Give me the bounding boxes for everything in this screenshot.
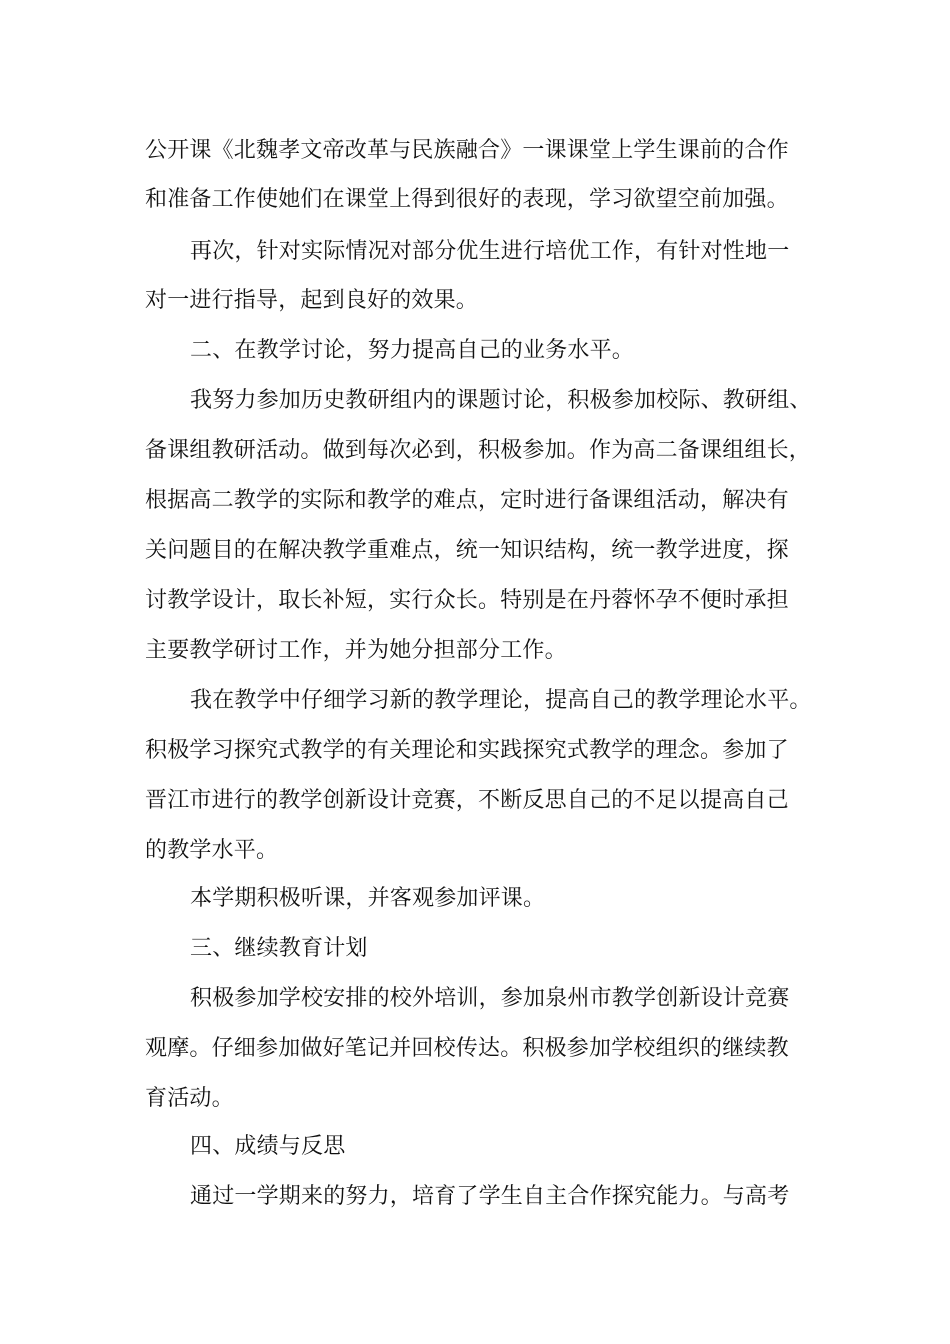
text-line: 主要教学研讨工作，并为她分担部分工作。 xyxy=(145,638,567,663)
section-heading-3: 三、继续教育计划 xyxy=(190,936,368,961)
text-line: 讨教学设计，取长补短，实行众长。特别是在丹蓉怀孕不便时承担 xyxy=(145,588,789,613)
paragraph-start-line: 我努力参加历史教研组内的课题讨论，积极参加校际、教研组、 xyxy=(190,388,812,413)
paragraph-start-line: 本学期积极听课，并客观参加评课。 xyxy=(190,886,546,911)
text-line: 和准备工作使她们在课堂上得到很好的表现，学习欲望空前加强。 xyxy=(145,187,789,212)
paragraph-start-line: 我在教学中仔细学习新的教学理论，提高自己的教学理论水平。 xyxy=(190,688,812,713)
text-line: 公开课《北魏孝文帝改革与民族融合》一课课堂上学生课前的合作 xyxy=(145,138,789,163)
text-line: 关问题目的在解决教学重难点，统一知识结构，统一教学进度，探 xyxy=(145,538,789,563)
text-line: 观摩。仔细参加做好笔记并回校传达。积极参加学校组织的继续教 xyxy=(145,1036,789,1061)
section-heading-2: 二、在教学讨论，努力提高自己的业务水平。 xyxy=(190,338,635,363)
text-line: 的教学水平。 xyxy=(145,838,279,863)
text-line: 备课组教研活动。做到每次必到，积极参加。作为高二备课组组长， xyxy=(145,438,812,463)
text-line: 晋江市进行的教学创新设计竞赛，不断反思自己的不足以提高自己 xyxy=(145,788,789,813)
text-line: 积极学习探究式教学的有关理论和实践探究式教学的理念。参加了 xyxy=(145,738,789,763)
paragraph-start-line: 再次，针对实际情况对部分优生进行培优工作，有针对性地一 xyxy=(190,239,790,264)
text-line: 对一进行指导，起到良好的效果。 xyxy=(145,288,479,313)
paragraph-start-line: 通过一学期来的努力，培育了学生自主合作探究能力。与高考 xyxy=(190,1184,790,1209)
text-line: 根据高二教学的实际和教学的难点，定时进行备课组活动，解决有 xyxy=(145,488,789,513)
section-heading-4: 四、成绩与反思 xyxy=(190,1134,346,1159)
text-line: 育活动。 xyxy=(145,1086,234,1111)
paragraph-start-line: 积极参加学校安排的校外培训，参加泉州市教学创新设计竞赛 xyxy=(190,986,790,1011)
